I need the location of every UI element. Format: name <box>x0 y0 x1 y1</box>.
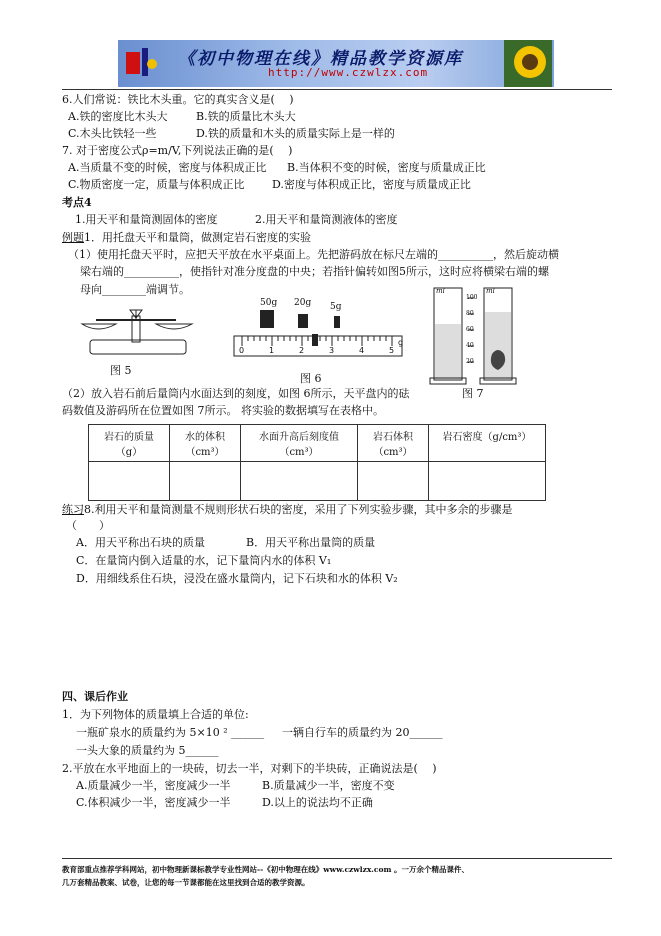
footer-rule <box>62 858 612 859</box>
practice-8-option-c: C．在量筒内倒入适量的水，记下量筒内水的体积 V₁ <box>76 554 332 567</box>
homework-q1-c: 一头大象的质量约为 5______ <box>76 744 219 757</box>
figure-5-balance <box>76 306 196 362</box>
footer-line-2: 几万套精品教案、试卷，让您的每一节课都能在这里找到合适的教学资源。 <box>62 878 310 887</box>
section-heading-kaodian: 考点4 <box>62 196 92 209</box>
q7-stem: 7. 对于密度公式ρ=m/V,下列说法正确的是( ) <box>62 144 293 157</box>
homework-q2-a: A.质量减少一半，密度减少一半 <box>76 779 231 792</box>
figure-7-caption: 图 7 <box>462 387 484 400</box>
table-cell-water-volume[interactable] <box>170 462 241 501</box>
practice-8-option-d: D．用细线系住石块，浸没在盛水量筒内，记下石块和水的体积 V₂ <box>76 572 398 585</box>
q6-stem: 6.人们常说：铁比木头重。它的真实含义是( ) <box>62 93 294 106</box>
header-banner <box>118 40 554 87</box>
cylinder-tick-40: 40 <box>466 342 474 349</box>
table-header-rock-volume: 岩石体积 （cm³） <box>358 425 429 462</box>
example-label: 例题 <box>62 231 84 244</box>
figure-7-cylinders <box>428 284 528 386</box>
example-1-part1-line3: 母向________端调节。 <box>80 283 190 296</box>
example-1-title <box>62 231 311 245</box>
weight-20g-label: 20g <box>294 298 312 308</box>
practice-8-option-a: A．用天平称出石块的质量 <box>76 536 205 549</box>
q6-option-b: B.铁的质量比木头大 <box>196 110 296 123</box>
figure-5-caption: 图 5 <box>110 364 132 377</box>
ruler-tick-4: 4 <box>359 346 365 355</box>
cylinder-unit-left: ml <box>436 287 445 295</box>
q6-option-d: D.铁的质量和木头的质量实际上是一样的 <box>196 127 395 140</box>
table-cell-rock-density[interactable] <box>429 462 546 501</box>
data-table <box>88 424 546 501</box>
table-header-water-volume: 水的体积 （cm³） <box>170 425 241 462</box>
practice-8-option-b: B．用天平称出量筒的质量 <box>246 536 376 549</box>
table-cell-rock-volume[interactable] <box>358 462 429 501</box>
table-cell-water-level[interactable] <box>241 462 358 501</box>
table-header-rock-density: 岩石密度（g/cm³） <box>429 425 546 462</box>
practice-8-paren: （ ） <box>66 519 110 532</box>
ruler-unit: g <box>398 338 404 347</box>
ruler-tick-1: 1 <box>269 346 275 355</box>
q7-option-c: C.物质密度一定，质量与体积成正比 <box>68 178 245 191</box>
table-header-water-level: 水面升高后刻度值 （cm³） <box>241 425 358 462</box>
cylinder-tick-100: 100 <box>466 294 478 301</box>
homework-q2-b: B.质量减少一半，密度不变 <box>262 779 395 792</box>
q7-option-a: A.当质量不变的时候，密度与体积成正比 <box>68 161 267 174</box>
weight-50g-label: 50g <box>260 298 278 308</box>
cylinder-unit-right: ml <box>486 287 495 295</box>
figure-6-weights-ruler <box>230 308 406 364</box>
header-rule <box>62 89 612 90</box>
example-1-part1-line2: 梁右端的__________，使指针对准分度盘的中央；若指针偏转如图5所示，这时应将横梁右端的螺 <box>80 265 549 278</box>
homework-q1: 1．为下列物体的质量填上合适的单位: <box>62 708 249 721</box>
example-text: 1．用托盘天平和量筒，做测定岩石密度的实验 <box>84 231 311 244</box>
q7-option-d: D.密度与体积成正比，密度与质量成正比 <box>272 178 471 191</box>
example-1-part1-line1: （1）使用托盘天平时，应把天平放在水平桌面上。先把游码放在标尺左端的__________，然后旋动横 <box>68 248 559 261</box>
cylinder-tick-20: 20 <box>466 358 474 365</box>
sunflower-icon <box>504 40 552 87</box>
cylinder-tick-60: 60 <box>466 326 474 333</box>
banner-url[interactable]: http://www.czwlzx.com <box>268 66 429 79</box>
weight-5g-label: 5g <box>330 302 342 312</box>
homework-q2: 2.平放在水平地面上的一块砖，切去一半，对剩下的半块砖，正确说法是( ) <box>62 762 437 775</box>
footer-line-1: 教育部重点推荐学科网站，初中物理新课标教学专业性网站--《初中物理在线》www.czwlzx.com 。一万余个精品课件、 <box>62 865 470 874</box>
example-1-part2-line1: （2）放入岩石前后量筒内水面达到的刻度，如图 6所示，天平盘内的砝 <box>62 387 410 400</box>
ruler-tick-5: 5 <box>389 346 395 355</box>
q7-option-b: B.当体积不变的时候，密度与质量成正比 <box>287 161 486 174</box>
ruler-tick-0: 0 <box>239 346 245 355</box>
homework-q2-d: D.以上的说法均不正确 <box>262 796 373 809</box>
homework-q1-b: 一辆自行车的质量约为 20______ <box>282 726 443 739</box>
q6-option-a: A.铁的密度比木头大 <box>68 110 168 123</box>
cylinder-tick-80: 80 <box>466 310 474 317</box>
practice-8-text: 8.利用天平和量筒测量不规则形状石块的密度，采用了下列实验步骤，其中多余的步骤是 <box>84 503 513 516</box>
ruler-tick-2: 2 <box>299 346 305 355</box>
site-logo-icon <box>124 46 158 80</box>
kaodian-item-2: 2.用天平和量筒测液体的密度 <box>255 213 398 226</box>
banner-title: 《初中物理在线》精品教学资源库 <box>178 49 463 69</box>
figure-6-caption: 图 6 <box>300 372 322 385</box>
practice-8-stem <box>62 503 513 517</box>
q6-option-c: C.木头比铁轻一些 <box>68 127 157 140</box>
kaodian-item-1: 1.用天平和量筒测固体的密度 <box>75 213 218 226</box>
homework-q2-c: C.体积减少一半，密度减少一半 <box>76 796 231 809</box>
homework-heading: 四、课后作业 <box>62 690 128 703</box>
table-cell-rock-mass[interactable] <box>89 462 170 501</box>
example-1-part2-line2: 码数值及游码所在位置如图 7所示。 将实验的数据填写在表格中。 <box>62 404 384 417</box>
practice-label: 练习 <box>62 503 84 516</box>
homework-q1-a: 一瓶矿泉水的质量约为 5×10 ² ______ <box>76 726 265 739</box>
table-header-rock-mass: 岩石的质量 （g） <box>89 425 170 462</box>
ruler-tick-3: 3 <box>329 346 335 355</box>
